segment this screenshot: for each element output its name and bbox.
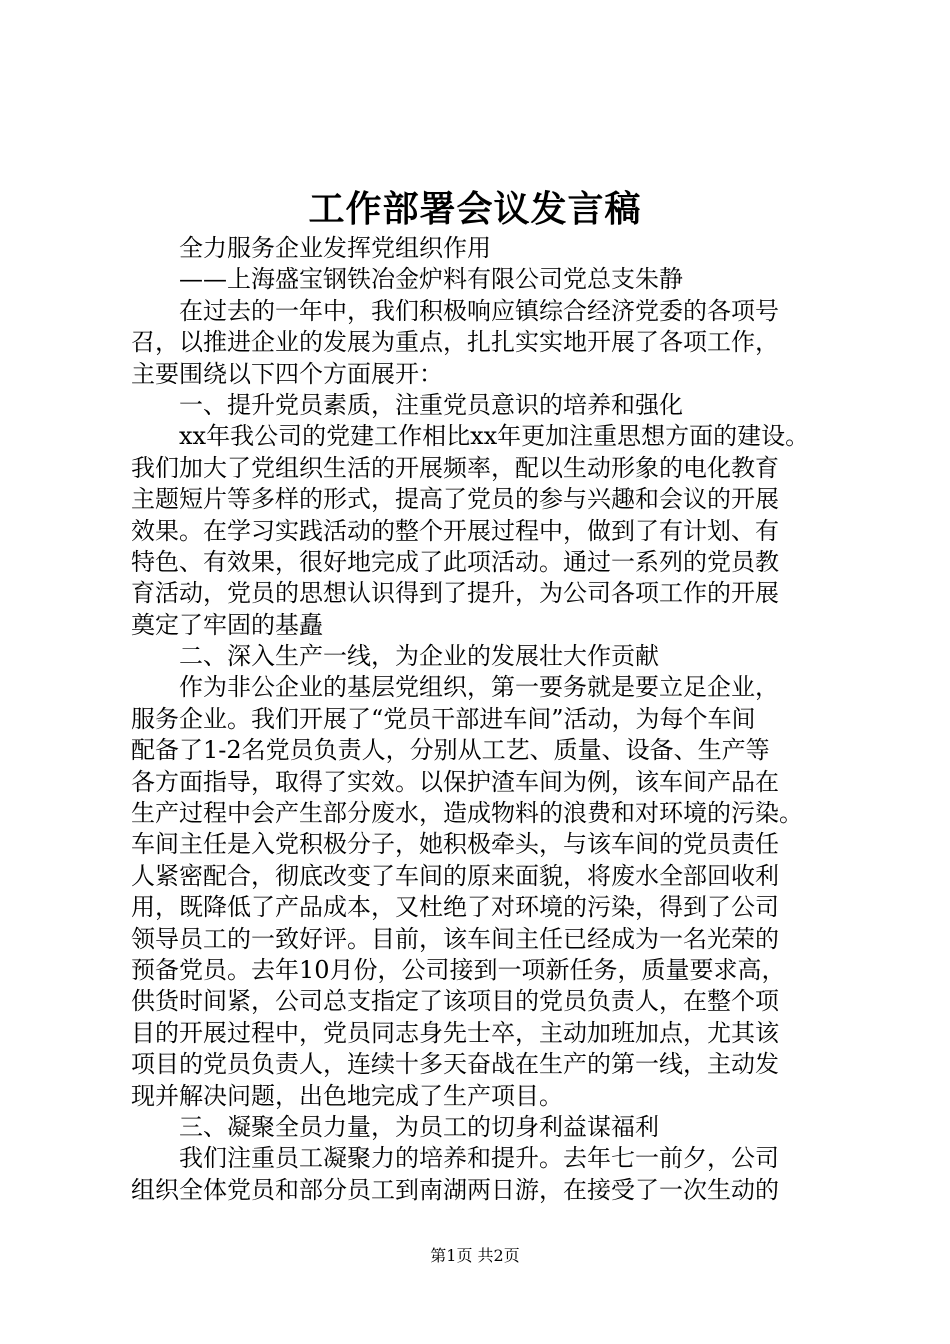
paragraph-line: 现并解决问题，出色地完成了生产项目。 <box>131 1081 563 1110</box>
paragraph-line: 人紧密配合，彻底改变了车间的原来面貌，将废水全部回收利 <box>131 861 779 890</box>
paragraph-line: 主题短片等多样的形式，提高了党员的参与兴趣和会议的开展 <box>131 485 779 514</box>
paragraph-line: 效果。在学习实践活动的整个开展过程中，做到了有计划、有 <box>131 516 779 545</box>
paragraph-line: 预备党员。去年10月份，公司接到一项新任务，质量要求高， <box>131 955 786 984</box>
paragraph-line: 各方面指导，取得了实效。以保护渣车间为例，该车间产品在 <box>131 767 779 796</box>
subtitle-line: 全力服务企业发挥党组织作用 <box>179 234 491 262</box>
paragraph-line: 作为非公企业的基层党组织，第一要务就是要立足企业， <box>179 673 779 702</box>
paragraph-line: 育活动，党员的思想认识得到了提升，为公司各项工作的开展 <box>131 579 779 608</box>
paragraph-line: 配备了1-2名党员负责人，分别从工艺、质量、设备、生产等 <box>131 736 770 765</box>
document-title: 工作部署会议发言稿 <box>308 188 642 230</box>
paragraph-line: 组织全体党员和部分员工到南湖两日游，在接受了一次生动的 <box>131 1175 779 1204</box>
paragraph-line: xx年我公司的党建工作相比xx年更加注重思想方面的建设。 <box>179 422 810 451</box>
page-footer: 第1页 共2页 <box>430 1246 520 1265</box>
paragraph-line: 目的开展过程中，党员同志身先士卒，主动加班加点，尤其该 <box>131 1018 779 1047</box>
paragraph-line: 服务企业。我们开展了“党员干部进车间”活动，为每个车间 <box>131 704 756 733</box>
section-heading: 三、凝聚全员力量，为员工的切身利益谋福利 <box>179 1112 659 1141</box>
paragraph-line: 车间主任是入党积极分子，她积极牵头，与该车间的党员责任 <box>131 830 779 859</box>
paragraph-line: 在过去的一年中，我们积极响应镇综合经济党委的各项号 <box>179 296 779 325</box>
paragraph-line: 生产过程中会产生部分废水，造成物料的浪费和对环境的污染。 <box>131 799 803 828</box>
paragraph-line: 奠定了牢固的基矗 <box>131 610 323 639</box>
paragraph-line: 我们注重员工凝聚力的培养和提升。去年七一前夕，公司 <box>179 1144 779 1173</box>
paragraph-line: 领导员工的一致好评。目前，该车间主任已经成为一名光荣的 <box>131 924 779 953</box>
author-line: ——上海盛宝钢铁冶金炉料有限公司党总支朱静 <box>179 265 683 294</box>
paragraph-line: 特色、有效果，很好地完成了此项活动。通过一系列的党员教 <box>131 547 779 576</box>
section-heading: 一、提升党员素质，注重党员意识的培养和强化 <box>179 390 683 419</box>
section-heading: 二、深入生产一线，为企业的发展壮大作贡献 <box>179 642 659 671</box>
paragraph-line: 项目的党员负责人，连续十多天奋战在生产的第一线，主动发 <box>131 1050 779 1079</box>
document-body <box>131 233 831 1206</box>
paragraph-line: 用，既降低了产品成本，又杜绝了对环境的污染，得到了公司 <box>131 893 779 922</box>
paragraph-line: 供货时间紧，公司总支指定了该项目的党员负责人，在整个项 <box>131 987 779 1016</box>
paragraph-line: 主要围绕以下四个方面展开： <box>131 359 443 388</box>
paragraph-line: 我们加大了党组织生活的开展频率，配以生动形象的电化教育 <box>131 453 779 482</box>
paragraph-line: 召，以推进企业的发展为重点，扎扎实实地开展了各项工作， <box>131 328 779 357</box>
